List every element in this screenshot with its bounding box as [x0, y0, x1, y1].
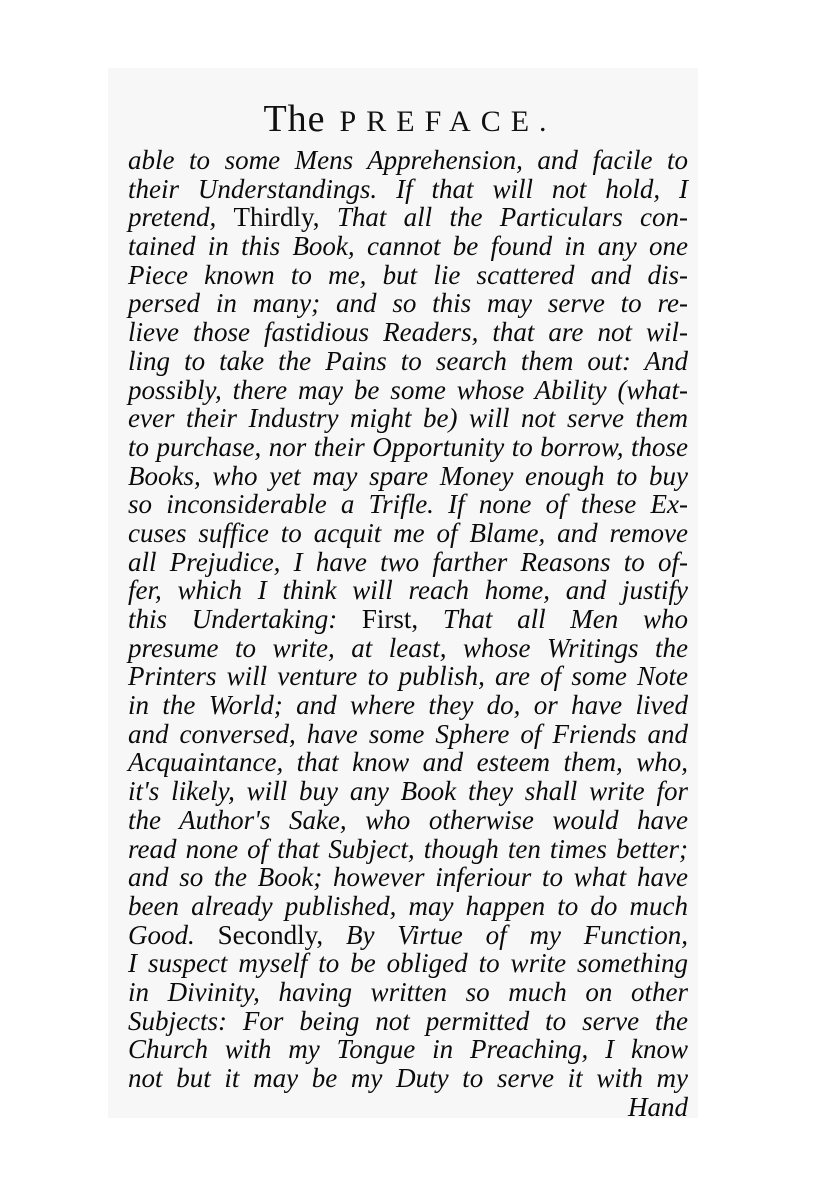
text-line: [128, 433, 688, 462]
text-line: [128, 662, 688, 691]
italic-text-segment: I suspect myself to be obliged to write something: [128, 948, 688, 979]
italic-text-segment: That all Men who: [442, 604, 688, 634]
italic-text-segment: been already published, may happen to do much: [128, 890, 688, 921]
text-line: [128, 949, 688, 978]
roman-text-segment: Thirdly,: [233, 202, 337, 233]
italic-text-segment: tained in this Book, cannot be found in any one: [128, 231, 688, 262]
text-line: [128, 892, 688, 921]
text-line: [128, 519, 688, 548]
text-line: [128, 777, 688, 806]
text-line: [128, 634, 688, 663]
italic-text-segment: it's likely, will buy any Book they shall write for: [128, 776, 688, 807]
running-head: [130, 100, 690, 138]
text-line: [128, 748, 688, 777]
italic-text-segment: so inconsiderable a Trifle. If none of these Ex-: [128, 489, 688, 520]
italic-text-segment: not but it may be my Duty to serve it with my: [128, 1063, 688, 1093]
italic-text-segment: Piece known to me, but lie scattered and dis-: [128, 259, 688, 290]
italic-text-segment: in Divinity, having written so much on other: [128, 976, 688, 1007]
text-line: [128, 1064, 688, 1093]
text-line: [128, 548, 688, 577]
text-line: [128, 921, 688, 950]
text-line: [128, 146, 688, 175]
text-line: [128, 978, 688, 1007]
italic-text-segment: and so the Book; however inferiour to what have: [128, 862, 688, 893]
text-line: [128, 318, 688, 347]
text-line: [128, 261, 688, 290]
text-line: [128, 576, 688, 605]
italic-text-segment: the Author's Sake, who otherwise would have: [128, 804, 688, 835]
italic-text-segment: By Virtue of my Function,: [345, 919, 689, 950]
italic-text-segment: their Understandings. If that will not hold, I: [128, 173, 688, 204]
text-line: [128, 289, 688, 318]
italic-text-segment: Church with my Tongue in Preaching, I know: [128, 1034, 688, 1065]
text-line: [128, 720, 688, 749]
text-line: [128, 806, 688, 835]
italic-text-segment: read none of that Subject, though ten times better;: [128, 833, 688, 864]
text-line: [128, 1007, 688, 1036]
text-line: [128, 203, 688, 232]
text-line: [128, 605, 688, 634]
italic-text-segment: cuses suffice to acquit me of Blame, and remove: [128, 517, 688, 548]
text-line: [128, 835, 688, 864]
italic-text-segment: in the World; and where they do, or have lived: [128, 690, 688, 721]
italic-text-segment: this Undertaking:: [128, 604, 362, 634]
italic-text-segment: That all the Particulars con-: [336, 202, 689, 233]
running-head-the: The: [263, 98, 326, 140]
italic-text-segment: lieve those fastidious Readers, that are not wil-: [128, 317, 688, 348]
italic-text-segment: persed in many; and so this may serve to re-: [128, 288, 688, 319]
text-line: [128, 232, 688, 261]
roman-text-segment: First,: [361, 604, 443, 634]
italic-text-segment: ling to take the Pains to search them out: And: [128, 345, 688, 376]
roman-text-segment: Secondly,: [217, 919, 346, 950]
running-head-title: PREFACE.: [339, 105, 557, 138]
italic-text-segment: Acquaintance, that know and esteem them, who,: [128, 747, 688, 778]
italic-text-segment: to purchase, nor their Opportunity to borrow, those: [128, 431, 688, 462]
italic-text-segment: possibly, there may be some whose Ability (what-: [128, 374, 688, 405]
italic-text-segment: Good.: [128, 919, 218, 950]
text-line: [128, 347, 688, 376]
italic-text-segment: fer, which I think will reach home, and justify: [128, 575, 688, 606]
italic-text-segment: presume to write, at least, whose Writings the: [128, 632, 688, 663]
italic-text-segment: Subjects: For being not permitted to serve the: [128, 1005, 688, 1036]
text-line: [128, 376, 688, 405]
preface-body-text: [128, 146, 688, 1121]
italic-text-segment: pretend,: [128, 202, 234, 233]
text-line: [128, 175, 688, 204]
italic-text-segment: Printers will venture to publish, are of some Note: [128, 661, 688, 692]
italic-text-segment: ever their Industry might be) will not serve them: [128, 403, 688, 434]
italic-text-segment: and conversed, have some Sphere of Friends and: [128, 718, 688, 749]
italic-text-segment: all Prejudice, I have two farther Reasons to of-: [128, 546, 688, 577]
text-line: [128, 691, 688, 720]
text-line: [128, 462, 688, 491]
catchword: Hand: [628, 1091, 688, 1122]
italic-text-segment: Books, who yet may spare Money enough to buy: [128, 460, 688, 491]
text-line: [128, 404, 688, 433]
text-line: [128, 863, 688, 892]
text-line: [128, 490, 688, 519]
italic-text-segment: able to some Mens Apprehension, and facile to: [128, 145, 688, 175]
text-line: [128, 1035, 688, 1064]
